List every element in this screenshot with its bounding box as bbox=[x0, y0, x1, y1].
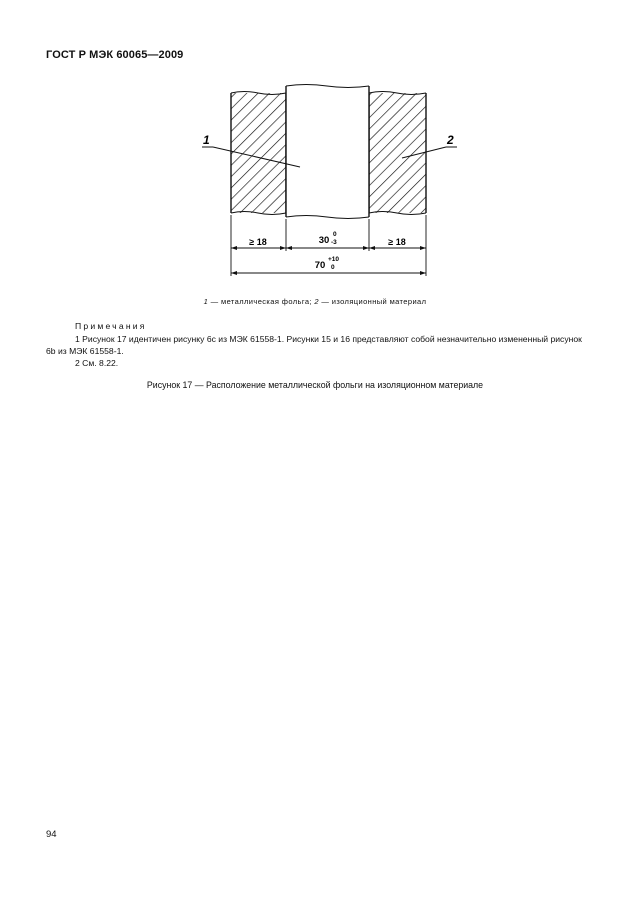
dim-total-label: 70 bbox=[314, 260, 326, 271]
callout-2-label: 2 bbox=[447, 133, 454, 147]
legend-text-2: — изоляционный материал bbox=[318, 297, 427, 306]
note-2: 2 См. 8.22. bbox=[75, 358, 119, 368]
note-1: 1 Рисунок 17 идентичен рисунку 6с из МЭК 61558-1. Рисунки 15 и 16 представляют собой незначительно измененный рисунок 6b из МЭК 61558-1. bbox=[46, 334, 582, 356]
figure-caption: Рисунок 17 — Расположение металлической фольги на изоляционном материале bbox=[146, 380, 484, 390]
dim-center-label: 30 bbox=[318, 235, 330, 246]
dim-total-tol-upper: +10 bbox=[328, 256, 340, 263]
dimension-row-total bbox=[231, 271, 426, 275]
right-insulation-block bbox=[369, 93, 426, 213]
dim-total-tol-lower: 0 bbox=[331, 264, 335, 271]
dim-center-tol-upper: 0 bbox=[333, 231, 337, 238]
dim-left-label: ≥ 18 bbox=[249, 237, 267, 247]
legend-num-1: 1 bbox=[203, 297, 209, 306]
metal-foil-strip bbox=[286, 86, 369, 218]
dim-center-tol-lower: -3 bbox=[331, 239, 337, 246]
callout-1-label: 1 bbox=[203, 133, 210, 147]
document-header: ГОСТ Р МЭК 60065—2009 bbox=[46, 49, 184, 61]
dim-right-label: ≥ 18 bbox=[388, 237, 406, 247]
legend-text-1: — металлическая фольга; bbox=[208, 297, 315, 306]
foil-placement-drawing bbox=[0, 0, 630, 300]
figure-legend bbox=[0, 297, 630, 306]
legend-num-2: 2 bbox=[314, 297, 319, 306]
notes-title: Примечания bbox=[75, 321, 147, 331]
page-number: 94 bbox=[46, 829, 57, 840]
